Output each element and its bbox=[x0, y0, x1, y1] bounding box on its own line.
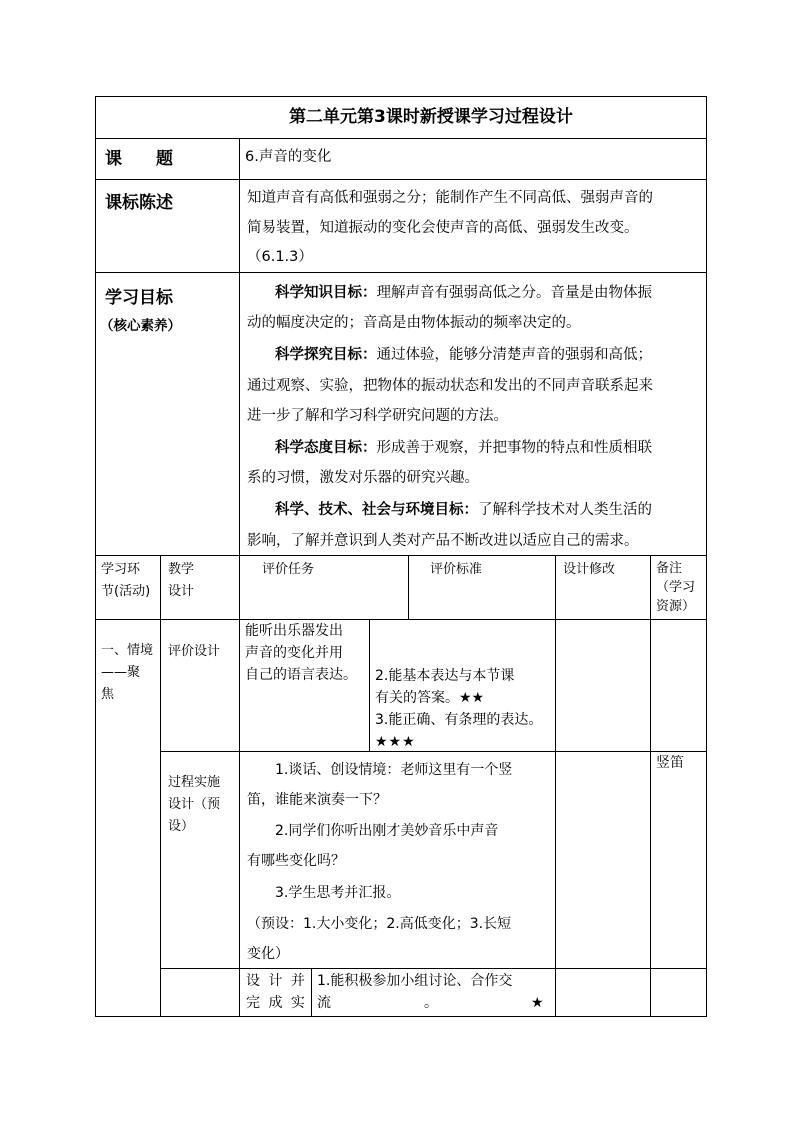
criteria-star: ★ bbox=[531, 995, 544, 1011]
goal-heading: 科学探究目标： bbox=[275, 347, 377, 363]
goals-sublabel: （核心素养） bbox=[100, 318, 181, 334]
row-divider bbox=[160, 968, 707, 969]
process-line: 3.学生思考并汇报。 bbox=[275, 885, 401, 901]
col-divider bbox=[160, 555, 161, 1017]
table-border-top bbox=[95, 96, 707, 97]
goal-inquiry bbox=[275, 341, 652, 369]
resource-note: 竖笛 bbox=[656, 755, 684, 771]
goal-attitude bbox=[275, 434, 652, 462]
goal-text: 动的幅度决定的；音高是由物体振动的频率决定的。 bbox=[247, 315, 581, 331]
process-label: 过程实施 设计（预 设） bbox=[168, 775, 221, 834]
col-header-stage: 学习环 节(活动) bbox=[101, 562, 151, 599]
goal-text: 理解声音有强弱高低之分。音量是由物体振 bbox=[376, 285, 652, 301]
goal-text: 通过观察、实验，把物体的振动状态和发出的不同声音联系起来 bbox=[247, 378, 653, 394]
goal-text: 通过体验，能够分清楚声音的强弱和高低； bbox=[376, 347, 652, 363]
goal-heading: 科学、技术、社会与环境目标： bbox=[275, 502, 478, 518]
goals-label: 学习目标 bbox=[105, 288, 173, 308]
eval-criteria: 1.能积极参加小组讨论、合作交 流 bbox=[317, 973, 513, 1011]
standard-line: 知道声音有高低和强弱之分；能制作产生不同高低、强弱声音的 bbox=[247, 190, 653, 206]
col-header-design: 教学 设计 bbox=[168, 562, 195, 599]
standard-line: （6.1.3） bbox=[247, 249, 313, 265]
stage-label: 一、情境 ——聚 焦 bbox=[101, 643, 154, 702]
row-divider bbox=[95, 619, 707, 620]
goal-knowledge bbox=[275, 279, 652, 307]
standard-line: 简易装置，知道振动的变化会使声音的高低、强弱发生改变。 bbox=[247, 220, 639, 236]
row-divider bbox=[95, 555, 707, 556]
goal-heading: 科学态度目标： bbox=[275, 440, 377, 456]
table-border-left bbox=[95, 96, 96, 1017]
goal-text: 了解科学技术对人类生活的 bbox=[478, 502, 652, 518]
table-border-bottom bbox=[95, 1016, 707, 1017]
col-divider bbox=[650, 555, 651, 1017]
goal-text: 形成善于观察，并把事物的特点和性质相联 bbox=[376, 440, 652, 456]
process-line: 有哪些变化吗？ bbox=[247, 853, 345, 869]
col-divider bbox=[408, 555, 409, 620]
col-divider bbox=[369, 619, 370, 752]
process-line: 2.同学们你听出刚才美妙音乐中声音 bbox=[275, 823, 499, 839]
goal-text: 系的习惯，激发对乐器的研究兴趣。 bbox=[247, 470, 479, 486]
row-divider bbox=[95, 179, 707, 180]
process-line: （预设：1.大小变化；2.高低变化；3.长短 bbox=[247, 916, 512, 932]
col-divider bbox=[311, 968, 312, 1017]
eval-criteria: 2.能基本表达与本节课 有关的答案。★★ 3.能正确、有条理的表达。 ★★★ bbox=[375, 668, 543, 750]
table-border-right bbox=[706, 96, 707, 1017]
col-header-notes: 备注 （学习 资源） bbox=[656, 561, 696, 614]
col-divider bbox=[555, 555, 556, 1017]
col-header-eval-criteria: 评价标准 bbox=[430, 562, 483, 577]
process-line: 1.谈话、创设情境：老师这里有一个竖 bbox=[275, 762, 513, 778]
process-line: 变化） bbox=[247, 946, 289, 962]
col-header-revision: 设计修改 bbox=[563, 562, 616, 577]
col-divider bbox=[239, 138, 240, 556]
col-header-eval-task: 评价任务 bbox=[262, 562, 315, 577]
eval-task: 能听出乐器发出 声音的变化并用 自己的语言表达。 bbox=[245, 623, 357, 683]
document-title: 第二单元第3课时新授课学习过程设计 bbox=[289, 107, 573, 127]
goal-text: 影响，了解并意识到人类对产品不断改进以适应自己的需求。 bbox=[247, 533, 639, 549]
col-divider bbox=[239, 555, 240, 1017]
goal-sts bbox=[275, 496, 652, 524]
row-divider bbox=[95, 138, 707, 139]
eval-task: 设 计 并 完 成 实 bbox=[246, 973, 307, 1011]
topic-value: 6.声音的变化 bbox=[245, 149, 332, 165]
topic-label: 课 题 bbox=[105, 149, 173, 169]
criteria-tail: 。 bbox=[424, 995, 438, 1011]
standard-label: 课标陈述 bbox=[105, 193, 173, 213]
eval-design-label: 评价设计 bbox=[168, 644, 221, 659]
row-divider bbox=[95, 272, 707, 273]
process-line: 笛，谁能来演奏一下？ bbox=[247, 792, 387, 808]
goal-heading: 科学知识目标： bbox=[275, 285, 377, 301]
goal-text: 进一步了解和学习科学研究问题的方法。 bbox=[247, 408, 508, 424]
